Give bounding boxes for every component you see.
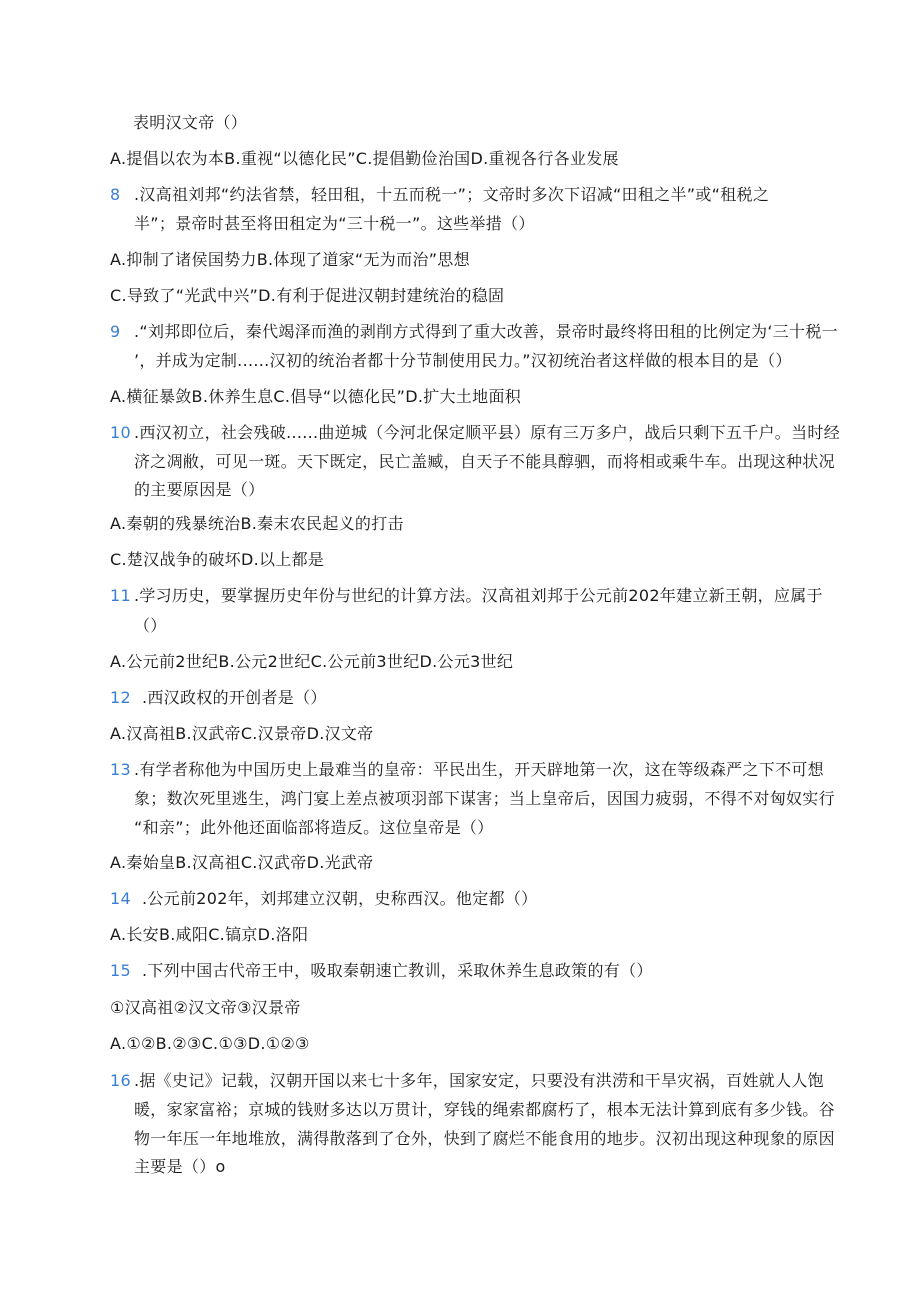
question-13-line-3: “和亲”；此外他还面临部将造反。这位皇帝是（） — [134, 818, 494, 837]
question-13-line-2: 象；数次死里逃生，鸿门宴上差点被项羽部下谋害；当上皇帝后，因国力疲弱，不得不对匈奴实行 — [134, 789, 835, 808]
question-11-number: 11 — [110, 586, 131, 605]
question-7-stem-tail: 表明汉文帝（） — [133, 113, 248, 132]
question-16-line-3: 物一年压一年地堆放，满得散落到了仓外，快到了腐烂不能食用的地步。汉初出现这种现象的原因 — [134, 1129, 835, 1148]
question-11-line-2: （） — [134, 616, 167, 635]
question-10-line-2: 济之凋敝，可见一斑。天下既定，民亡盖臧，自天子不能具醇驷，而将相或乘牛车。出现这种状况 — [134, 452, 835, 471]
question-13-number: 13 — [110, 760, 131, 779]
question-16-number: 16 — [110, 1071, 131, 1090]
question-8-options-cd: C.导致了“光武中兴”D.有利于促进汉朝封建统治的稳固 — [110, 286, 505, 305]
question-13-line-1 — [110, 755, 824, 785]
question-9-text-1: .“刘邦即位后，秦代竭泽而渔的剥削方式得到了重大改善，景帝时最终将田租的比例定为‘三十税一 — [134, 322, 838, 341]
question-12-number: 12 — [110, 688, 131, 707]
question-10-line-1 — [110, 418, 840, 448]
question-8-number: 8 — [110, 185, 121, 204]
question-12-text-1: .西汉政权的开创者是（） — [142, 688, 327, 707]
question-8-text-1: .汉高祖刘邦“约法省禁，轻田租，十五而税一”；文帝时多次下诏减“田租之半”或“租税之 — [134, 185, 770, 204]
question-14-options: A.长安B.咸阳C.镐京D.洛阳 — [110, 925, 309, 944]
question-11-options: A.公元前2世纪B.公元2世纪C.公元前3世纪D.公元3世纪 — [110, 652, 514, 671]
question-16-line-2: 暖，家家富裕；京城的钱财多达以万贯计，穿钱的绳索都腐朽了，根本无法计算到底有多少钱。谷 — [134, 1100, 835, 1119]
question-15-line-1 — [110, 956, 653, 986]
question-15-options: A.①②B.②③C.①③D.①②③ — [110, 1034, 310, 1053]
question-14-text-1: .公元前202年，刘邦建立汉朝，史称西汉。他定都（） — [142, 889, 538, 908]
question-16-line-1 — [110, 1066, 824, 1096]
question-8-line-2: 半”；景帝时甚至将田租定为“三十税一”。这些举措（） — [134, 214, 535, 233]
question-10-number: 10 — [110, 423, 131, 442]
question-13-options: A.秦始皇B.汉高祖C.汉武帝D.光武帝 — [110, 853, 374, 872]
question-10-line-3: 的主要原因是（） — [134, 480, 265, 499]
question-14-line-1 — [110, 884, 537, 914]
question-12-line-1 — [110, 683, 327, 713]
question-9-options: A.横征暴敛B.休养生息C.倡导“以德化民”D.扩大土地面积 — [110, 387, 522, 406]
question-7-options: A.提倡以农为本B.重视“以德化民”C.提倡勤俭治国D.重视各行各业发展 — [110, 149, 619, 168]
question-15-items: ①汉高祖②汉文帝③汉景帝 — [110, 998, 301, 1017]
question-11-text-1: .学习历史，要掌握历史年份与世纪的计算方法。汉高祖刘邦于公元前202年建立新王朝，应属于 — [134, 586, 823, 605]
question-15-text-1: .下列中国古代帝王中，吸取秦朝速亡教训，采取休养生息政策的有（） — [142, 961, 653, 980]
question-12-options: A.汉高祖B.汉武帝C.汉景帝D.汉文帝 — [110, 724, 374, 743]
question-8-line-1 — [110, 180, 769, 210]
question-14-number: 14 — [110, 889, 131, 908]
question-9-line-2: ’，并成为定制......汉初的统治者都十分节制使用民力。”汉初统治者这样做的根本目的是（） — [134, 351, 792, 370]
question-10-options-cd: C.楚汉战争的破坏D.以上都是 — [110, 550, 325, 569]
question-11-line-1 — [110, 581, 823, 611]
question-9-number: 9 — [110, 322, 121, 341]
question-9-line-1 — [110, 317, 838, 347]
question-10-options-ab: A.秦朝的残暴统治B.秦末农民起义的打击 — [110, 514, 404, 533]
question-16-text-1: .据《史记》记载，汉朝开国以来七十多年，国家安定，只要没有洪涝和干旱灾祸，百姓就人人饱 — [134, 1071, 824, 1090]
question-15-number: 15 — [110, 961, 131, 980]
question-13-text-1: .有学者称他为中国历史上最难当的皇帝：平民出生，开天辟地第一次，这在等级森严之下不可想 — [134, 760, 824, 779]
question-16-line-4: 主要是（）o — [134, 1157, 226, 1176]
question-10-text-1: .西汉初立，社会残破......曲逆城（今河北保定顺平县）原有三万多户，战后只剩下五千户。当时经 — [134, 423, 841, 442]
question-8-options-ab: A.抑制了诸侯国势力B.体现了道家“无为而治”思想 — [110, 250, 470, 269]
